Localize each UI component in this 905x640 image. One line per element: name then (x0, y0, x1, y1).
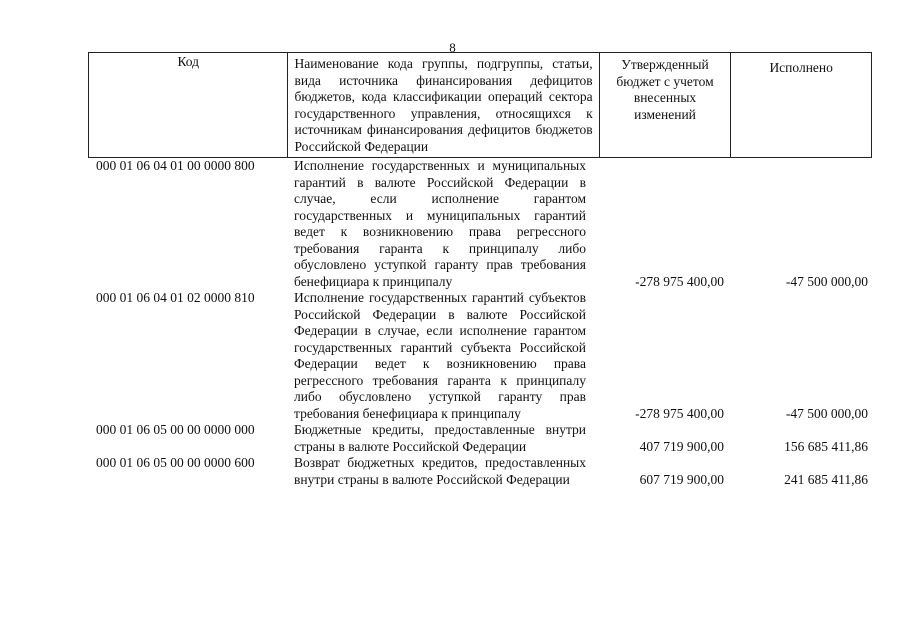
row-code: 000 01 06 05 00 00 0000 000 (96, 422, 255, 437)
header-name: Наименование кода группы, подгруппы, статьи, вида источника финансирования дефицитов бюджетов, кода классификации операций сектора государственного управления, относящихся к источникам финансирования дефицитов бюджетов Российской Федерации (288, 53, 599, 157)
row-executed-amount: 241 685 411,86 (784, 471, 868, 487)
row-approved-amount: -278 975 400,00 (635, 273, 724, 289)
row-code: 000 01 06 04 01 00 0000 800 (96, 158, 255, 173)
row-approved-amount: 407 719 900,00 (639, 438, 724, 454)
row-executed-amount: 156 685 411,86 (784, 438, 868, 454)
row-approved-amount: 607 719 900,00 (639, 471, 724, 487)
table-header (88, 52, 872, 158)
row-name: Бюджетные кредиты, предоставленные внутри страны в валюте Российской Федерации (294, 422, 586, 454)
header-executed: Исполнено (769, 60, 833, 75)
row-executed-amount: -47 500 000,00 (785, 405, 868, 421)
row-code: 000 01 06 04 01 02 0000 810 (96, 290, 255, 305)
page-number: 8 (449, 40, 456, 55)
table-row (88, 158, 872, 290)
row-name: Исполнение государственных гарантий субъектов Российской Федерации в валюте Российской Федерации в случае, если исполнение гарантом государственных гарантий субъекта Российской Федерации ведет к возникновению права регрессного требования гаранта к принципалу либо обусловлено уступкой гаранту прав требования бенефициара к принципалу (294, 290, 586, 421)
row-name: Возврат бюджетных кредитов, предоставленных внутри страны в валюте Российской Федерации (294, 455, 586, 487)
header-approved-budget: Утвержденный бюджет с учетом внесенных изменений (600, 53, 732, 157)
table-row (88, 422, 872, 455)
row-approved-amount: -278 975 400,00 (635, 405, 724, 421)
table-row (88, 455, 872, 488)
table-row (88, 290, 872, 422)
row-code: 000 01 06 05 00 00 0000 600 (96, 455, 255, 470)
budget-table (88, 52, 872, 488)
row-name: Исполнение государственных и муниципальных гарантий в валюте Российской Федерации в случае, если исполнение гарантом государственных и муниципальных гарантий ведет к возникновению права регрессного требования гаранта к принципалу либо обусловлено уступкой гаранту прав требования бенефициара к принципалу (294, 158, 586, 289)
row-executed-amount: -47 500 000,00 (785, 273, 868, 289)
header-code: Код (89, 53, 288, 157)
